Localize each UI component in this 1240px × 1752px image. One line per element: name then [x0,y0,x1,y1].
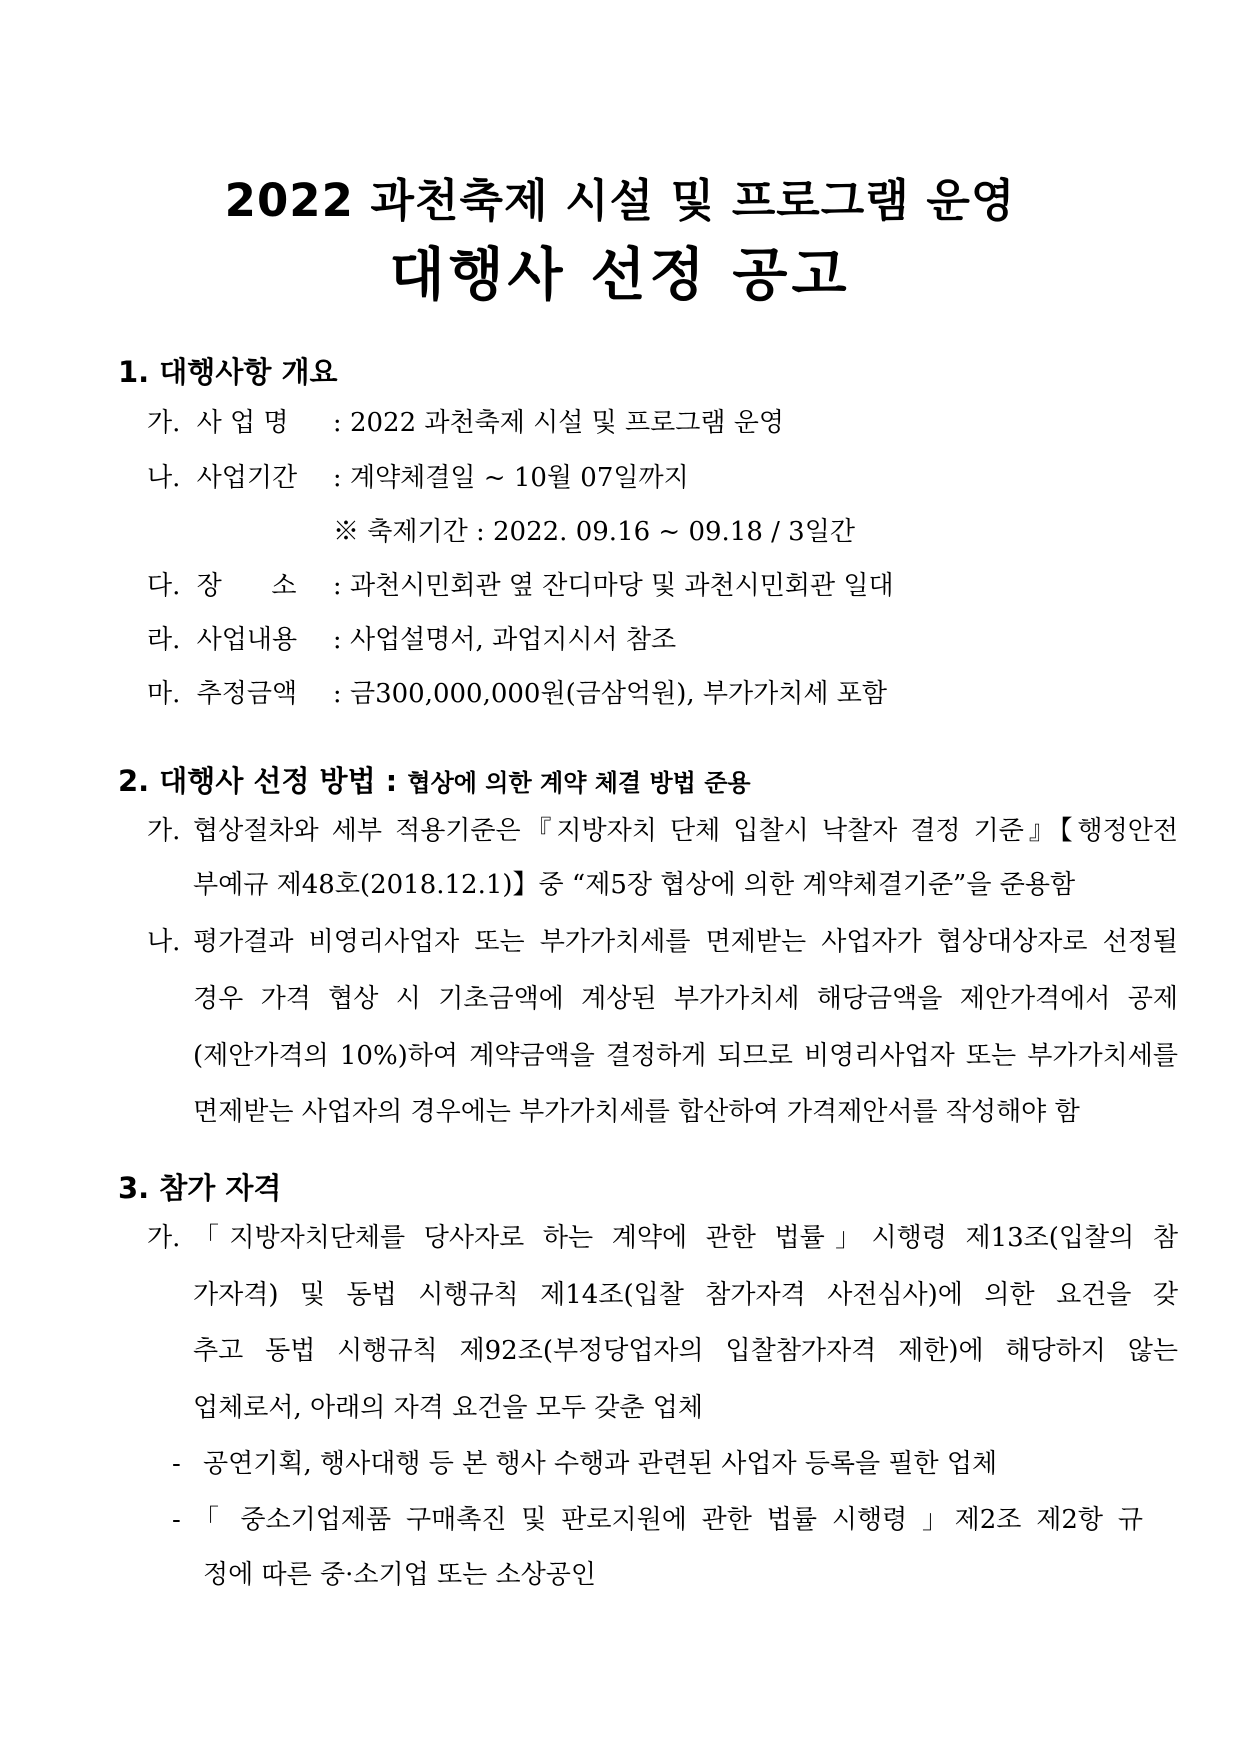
item-separator: : [332,571,342,601]
section2-heading [118,761,751,803]
section2-heading-main: 2. 대행사 선정 방법 : [118,764,398,798]
item-label: 사 업 명 [196,408,289,438]
item-value: 금300,000,000원(금삼억원), 부가가치세 포함 [349,679,887,709]
section3-bullet2-marker: - [172,1505,181,1535]
section2-item-na-line2: 경우 가격 협상 시 기초금액에 계상된 부가가치세 해당금액을 제안가격에서 공제 [193,984,1178,1014]
item-separator: : [332,679,342,709]
section2-item-na-marker: 나. [147,927,181,957]
section2-item-na-line4: 면제받는 사업자의 경우에는 부가가치세를 합산하여 가격제안서를 작성해야 함 [193,1097,1080,1127]
item-value: 2022 과천축제 시설 및 프로그램 운영 [349,408,784,438]
section2-item-ga-line1: 협상절차와 세부 적용기준은『지방자치 단체 입찰시 낙찰자 결정 기준』【행정안전 [193,816,1178,846]
section1-item-ra [147,622,676,658]
section1-item-ma [147,676,887,712]
section3-heading: 3. 참가 자격 [118,1171,282,1205]
section3-bullet1-marker: - [172,1449,181,1479]
section3-item-ga-line1: 「지방자치단체를 당사자로 하는 계약에 관한 법률」시행령 제13조(입찰의 참 [193,1223,1178,1253]
item-marker: 가. [147,408,181,438]
section3-bullet1-line1: 공연기획, 행사대행 등 본 행사 수행과 관련된 사업자 등록을 필한 업체 [203,1449,998,1479]
section1-heading: 1. 대행사항 개요 [118,355,338,389]
section3-item-ga-line3: 추고 동법 시행규칙 제92조(부정당업자의 입찰참가자격 제한)에 해당하지 않는 [193,1336,1178,1366]
item-value: 과천시민회관 옆 잔디마당 및 과천시민회관 일대 [349,571,894,601]
section3-item-ga-line4: 업체로서, 아래의 자격 요건을 모두 갖춘 업체 [193,1393,703,1423]
section1-item-na [147,460,689,496]
section2-item-na-line3: (제안가격의 10%)하여 계약금액을 결정하게 되므로 비영리사업자 또는 부가가치세를 [193,1041,1178,1071]
section1-item-ga [147,405,784,441]
item-value: 계약체결일 ~ 10월 07일까지 [349,463,689,493]
item-marker: 다. [147,571,181,601]
document-title-line1: 2022 과천축제 시설 및 프로그램 운영 [224,174,1016,227]
document-title-line2: 대행사 선정 공고 [389,242,851,308]
section2-item-ga-marker: 가. [147,816,181,846]
item-value: 사업설명서, 과업지시서 참조 [349,625,677,655]
item-label: 장 소 [196,571,297,601]
section3-item-ga-line2: 가자격) 및 동법 시행규칙 제14조(입찰 참가자격 사전심사)에 의한 요건을 갖 [193,1280,1178,1310]
section3-bullet2-line2: 정에 따른 중·소기업 또는 소상공인 [203,1560,596,1590]
section2-item-na-line1: 평가결과 비영리사업자 또는 부가가치세를 면제받는 사업자가 협상대상자로 선정될 [193,927,1178,957]
item-label: 추정금액 [196,679,298,709]
item-marker: 라. [147,625,181,655]
section1-item-da [147,568,894,604]
item-marker: 나. [147,463,181,493]
section2-item-ga-line2: 부예규 제48호(2018.12.1)】중 “제5장 협상에 의한 계약체결기준”을 준용함 [193,870,1076,900]
festival-period-note: ※ 축제기간 : 2022. 09.16 ~ 09.18 / 3일간 [333,517,855,547]
section3-bullet2-line1: 「 중소기업제품 구매촉진 및 판로지원에 관한 법률 시행령 」제2조 제2항 규 [193,1505,1143,1535]
item-marker: 마. [147,679,181,709]
item-separator: : [332,463,342,493]
section3-item-ga-marker: 가. [147,1223,181,1253]
section2-heading-sub: 협상에 의한 계약 체결 방법 준용 [407,769,751,797]
item-separator: : [332,625,342,655]
item-label: 사업내용 [196,625,298,655]
item-label: 사업기간 [196,463,298,493]
item-separator: : [332,408,342,438]
